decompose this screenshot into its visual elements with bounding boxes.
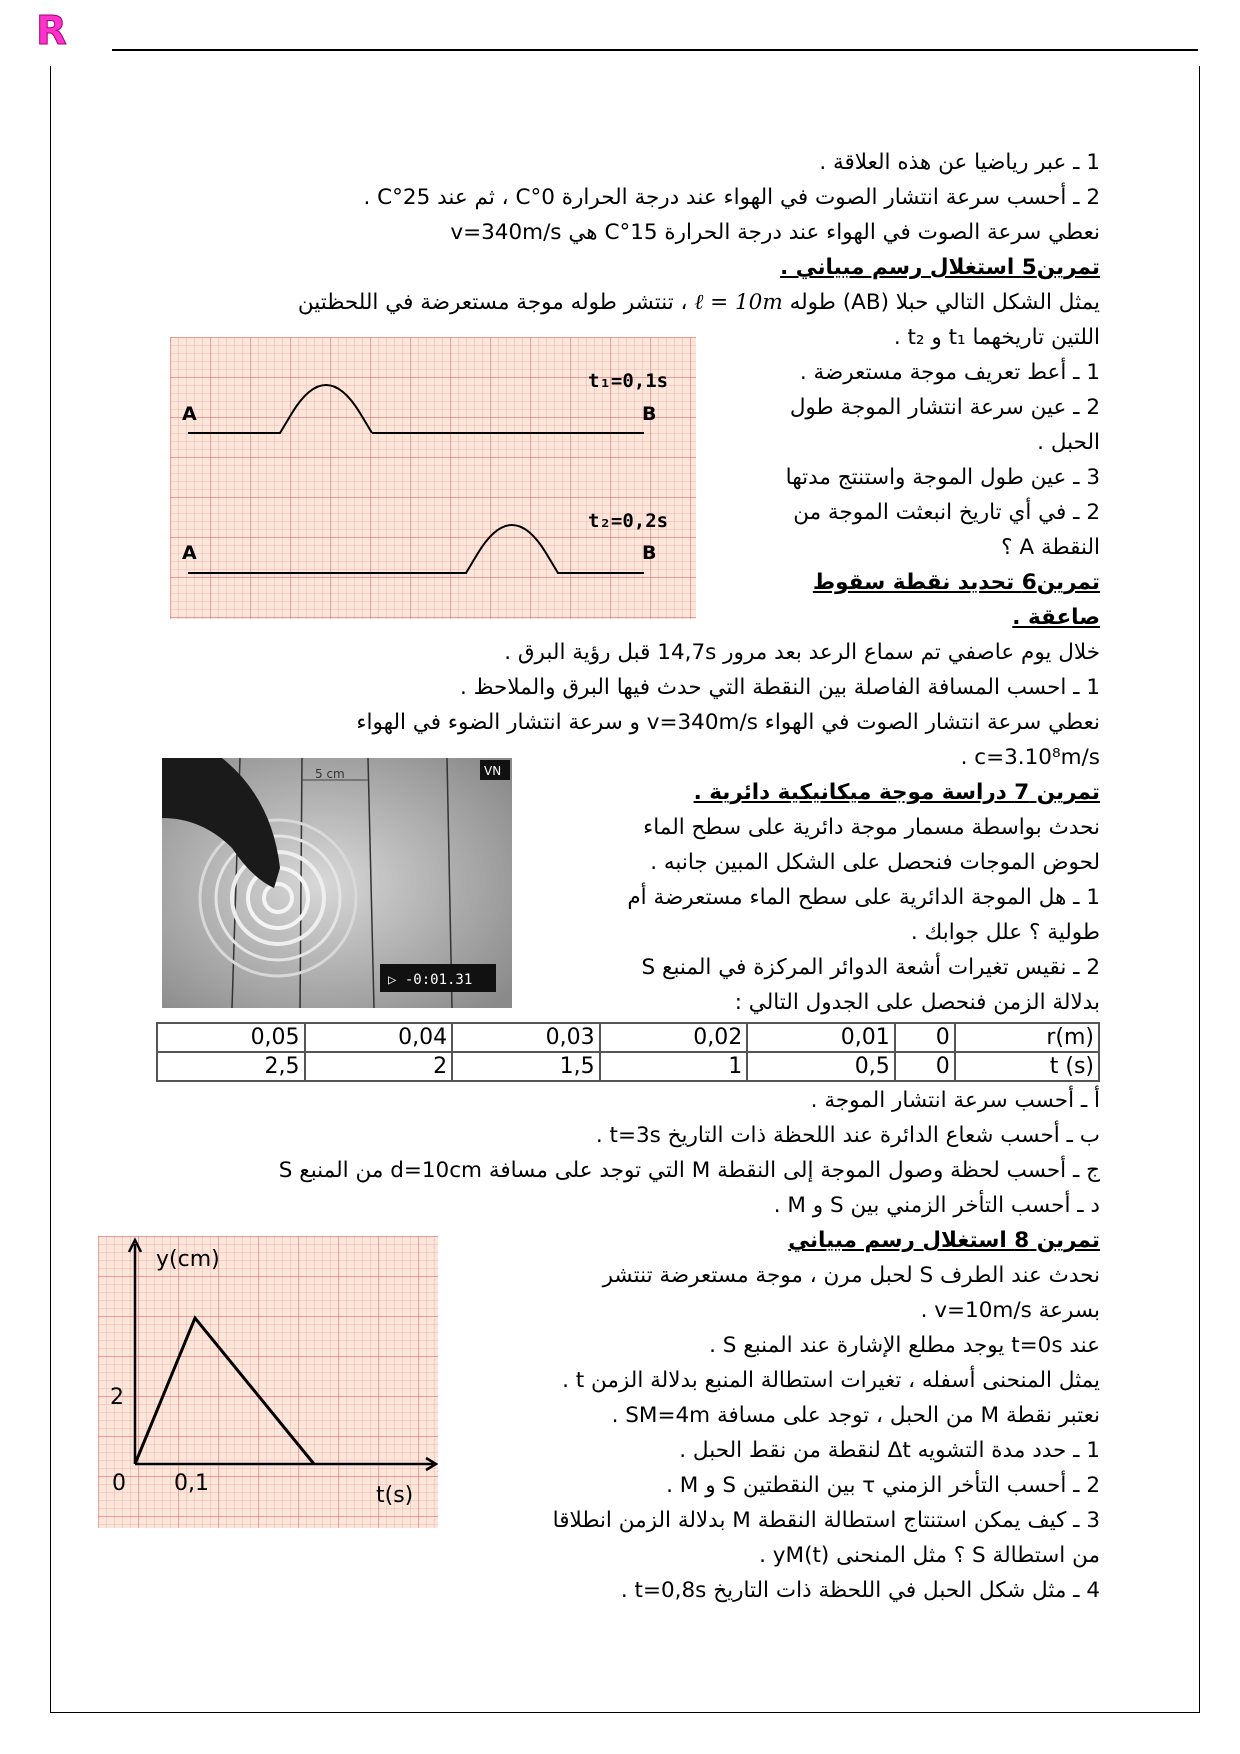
ex5-intro-b: ، تنتشر طوله موجة مستعرضة في اللحظتين [297,290,688,315]
ex7-q1a: 1 ـ هل الموجة الدائرية على سطح الماء مستعرضة أم [627,885,1100,910]
table-cell: r(m) [955,1023,1099,1052]
ex5-title: تمرين5 استغلال رسم مبياني . [780,255,1100,280]
ex8-elongation-graph [98,1236,438,1528]
ex8-q3b: من استطالة S ؟ مثل المنحنى yM(t) . [759,1543,1100,1568]
ex5-q2a: 2 ـ عين سرعة انتشار الموجة طول [789,395,1100,420]
label-t2: t₂=0,2s [588,510,669,532]
radius-time-table [156,1022,1100,1082]
ex7-c: ج ـ أحسب لحظة وصول الموجة إلى النقطة M التي توجد على مسافة d=10cm من المنبع S [278,1158,1100,1183]
ex6-title-1: تمرين6 تحديد نقطة سقوط [812,570,1100,595]
table-row [157,1023,1099,1052]
ex7-b: ب ـ أحسب شعاع الدائرة عند اللحظة ذات التاريخ t=3s . [595,1123,1100,1148]
label-b-t1: B [642,403,657,425]
ex5-q4b: النقطة A ؟ [1001,535,1100,560]
ex8-q1: 1 ـ حدد مدة التشويه Δt لنقطة من نقط الحبل . [679,1438,1100,1463]
ex6-given2: c=3.10⁸m/s . [960,745,1100,770]
ex8-q2: 2 ـ أحسب التأخر الزمني τ بين النقطتين S و M . [666,1473,1100,1498]
ex7-q2b: بدلالة الزمن فنحصل على الجدول التالي : [734,990,1100,1015]
ex8-l3: عند t=0s يوجد مطلع الإشارة عند المنبع S . [709,1333,1100,1358]
table-cell: 0 [895,1052,955,1081]
table-cell: 0,03 [452,1023,600,1052]
ex8-l4: يمثل المنحنى أسفله ، تغيرات استطالة المنبع بدلالة الزمن t . [562,1368,1100,1393]
y-axis-label: y(cm) [156,1247,220,1272]
ex5-intro2: اللتين تاريخهما t₁ و t₂ . [893,325,1100,350]
ex5-intro [298,288,1100,318]
table-cell: 0,05 [157,1023,305,1052]
table-cell: 0 [895,1023,955,1052]
ex5-q1: 1 ـ أعط تعريف موجة مستعرضة . [799,360,1100,385]
ex5-q2b: الحبل . [1037,430,1100,455]
table-cell: 0,02 [600,1023,748,1052]
ripple-tank-photo [162,758,512,1008]
ex6-given1: نعطي سرعة انتشار الصوت في الهواء v=340m/s و سرعة انتشار الضوء في الهواء [356,710,1100,735]
ex4-q2: 2 ـ أحسب سرعة انتشار الصوت في الهواء عند درجة الحرارة 0°C ، ثم عند 25°C . [363,185,1100,210]
ex5-q4a: 2 ـ في أي تاريخ انبعثت الموجة من [793,500,1100,525]
ripple-tank-drawing [162,758,512,1008]
ex6-l1: خلال يوم عاصفي تم سماع الرعد بعد مرور 14,7s قبل رؤية البرق . [504,640,1100,665]
photo-tag: VN [484,764,502,778]
ex5-q3: 3 ـ عين طول الموجة واستنتج مدتها [785,465,1100,490]
ex4-q1: 1 ـ عبر رياضيا عن هذه العلاقة . [819,150,1100,175]
ex8-l2: بسرعة v=10m/s . [920,1298,1100,1323]
ex7-d: د ـ أحسب التأخر الزمني بين S و M . [773,1193,1100,1218]
origin-label: 0 [112,1471,126,1496]
table-cell: 2 [305,1052,453,1081]
ex5-intro-math: ℓ = 10m [694,290,783,315]
photo-timer: ▷ -0:01.31 [388,972,473,988]
ex5-intro-a: يمثل الشكل التالي حبلا (AB) طوله [789,290,1100,315]
label-a-t2: A [182,542,197,564]
table-cell: 2,5 [157,1052,305,1081]
ex7-q1b: طولية ؟ علل جوابك . [910,920,1100,945]
label-b-t2: B [642,542,657,564]
ex5-rope-figure [170,337,696,619]
x-axis-label: t(s) [376,1483,414,1508]
ex4-given: نعطي سرعة الصوت في الهواء عند درجة الحرارة 15°C هي v=340m/s [450,220,1100,245]
y-tick-label: 2 [110,1385,124,1410]
table-cell: 0,5 [747,1052,895,1081]
ex8-q4: 4 ـ مثل شكل الحبل في اللحظة ذات التاريخ t=0,8s . [620,1578,1100,1603]
table-row [157,1052,1099,1081]
ex7-l2: لحوض الموجات فنحصل على الشكل المبين جانبه . [650,850,1100,875]
x-tick-label: 0,1 [174,1471,209,1496]
logo: R [36,8,67,54]
ex7-title: تمرين 7 دراسة موجة ميكانيكية دائرية . [693,780,1100,805]
top-rule [112,49,1198,51]
table-cell: 0,01 [747,1023,895,1052]
label-a-t1: A [182,403,197,425]
ex6-q1: 1 ـ احسب المسافة الفاصلة بين النقطة التي حدث فيها البرق والملاحظ . [459,675,1100,700]
ex7-l1: نحدث بواسطة مسمار موجة دائرية على سطح الماء [643,815,1100,840]
table-cell: t (s) [955,1052,1099,1081]
ex8-title: تمرين 8 استغلال رسم مبياني [788,1228,1100,1253]
table-cell: 1,5 [452,1052,600,1081]
ex7-a: أ ـ أحسب سرعة انتشار الموجة . [810,1088,1100,1113]
table-cell: 0,04 [305,1023,453,1052]
ex8-q3a: 3 ـ كيف يمكن استنتاج استطالة النقطة M بدلالة الزمن انطلاقا [552,1508,1100,1533]
photo-scale: 5 cm [315,767,345,781]
table-cell: 1 [600,1052,748,1081]
label-t1: t₁=0,1s [588,370,669,392]
ex8-l1: نحدث عند الطرف S لحبل مرن ، موجة مستعرضة تنتشر [602,1263,1100,1288]
ex8-l5: نعتبر نقطة M من الحبل ، توجد على مسافة SM=4m . [611,1403,1100,1428]
ex6-title-2: صاعقة . [1012,605,1100,630]
ex7-q2a: 2 ـ نقيس تغيرات أشعة الدوائر المركزة في المنبع S [641,955,1100,980]
